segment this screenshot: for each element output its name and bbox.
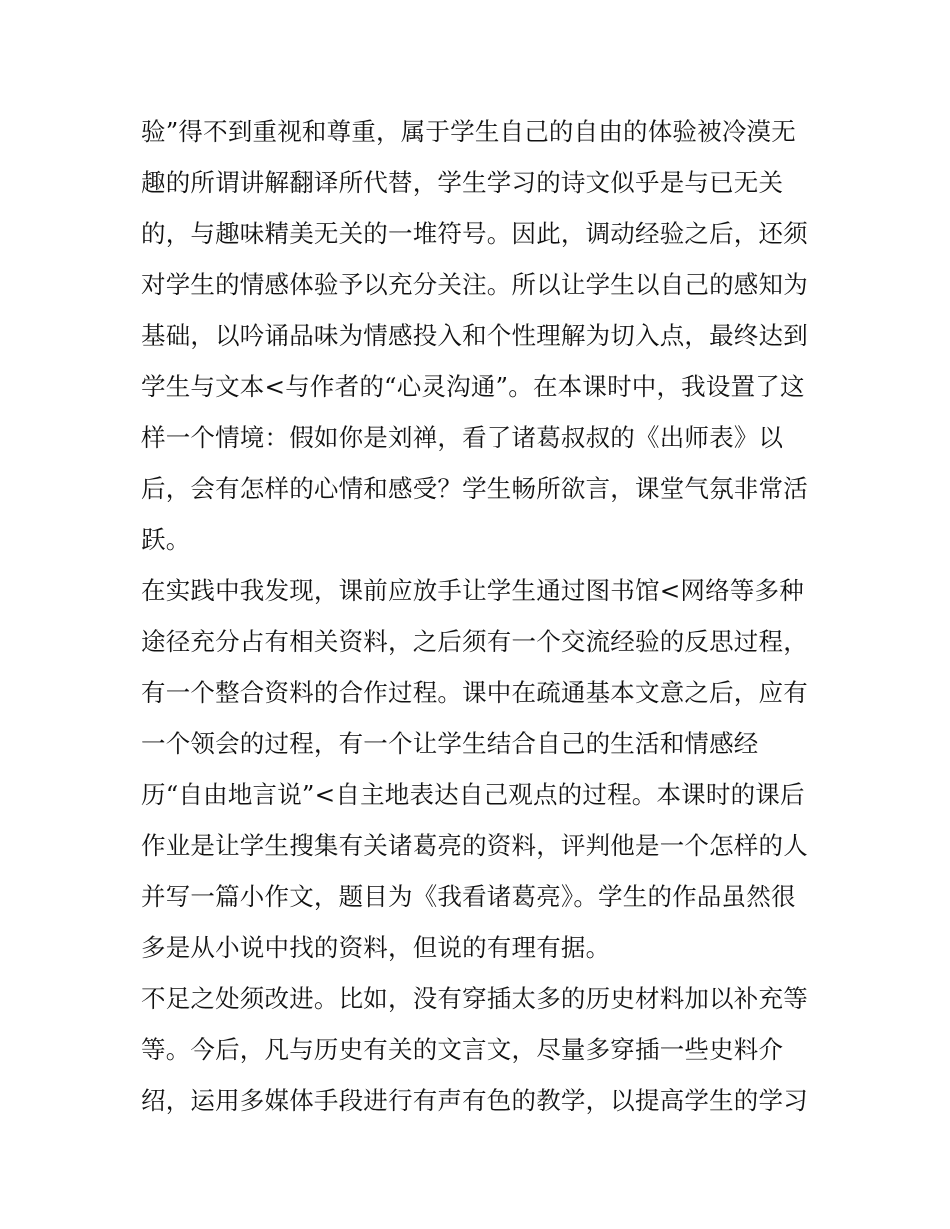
text-line: 作业是让学生搜集有关诸葛亮的资料，评判他是一个怎样的人 bbox=[141, 831, 808, 860]
text-line: 不足之处须改进。比如，没有穿插太多的历史材料加以补充等 bbox=[141, 984, 808, 1013]
text-line: 趣的所谓讲解翻译所代替，学生学习的诗文似乎是与已无关 bbox=[141, 168, 784, 197]
text-line: 的，与趣味精美无关的一堆符号。因此，调动经验之后，还须 bbox=[141, 219, 808, 248]
text-line: 有一个整合资料的合作过程。课中在疏通基本文意之后，应有 bbox=[141, 678, 808, 707]
text-line: 对学生的情感体验予以充分关注。所以让学生以自己的感知为 bbox=[141, 270, 808, 299]
text-line: 并写一篇小作文，题目为《我看诸葛亮》。学生的作品虽然很 bbox=[141, 882, 796, 911]
text-line: 跃。 bbox=[141, 525, 191, 554]
document-body bbox=[141, 106, 821, 1126]
text-line: 基础，以吟诵品味为情感投入和个性理解为切入点，最终达到 bbox=[141, 321, 808, 350]
text-line: 途径充分占有相关资料，之后须有一个交流经验的反思过程， bbox=[141, 627, 808, 656]
text-line: 样一个情境：假如你是刘禅，看了诸葛叔叔的《出师表》以 bbox=[141, 423, 784, 452]
text-line: 验”得不到重视和尊重，属于学生自己的自由的体验被冷漠无 bbox=[141, 117, 796, 146]
text-line: 一个领会的过程，有一个让学生结合自己的生活和情感经 bbox=[141, 729, 759, 758]
text-line: 等。今后，凡与历史有关的文言文，尽量多穿插一些史料介 bbox=[141, 1035, 784, 1064]
text-line: 绍，运用多媒体手段进行有声有色的教学，以提高学生的学习 bbox=[141, 1086, 808, 1115]
text-line: 学生与文本<与作者的“心灵沟通”。在本课时中，我设置了这 bbox=[141, 372, 805, 401]
text-line: 在实践中我发现，课前应放手让学生通过图书馆<网络等多种 bbox=[141, 576, 804, 605]
text-line: 多是从小说中找的资料，但说的有理有据。 bbox=[141, 933, 611, 962]
text-line: 后，会有怎样的心情和感受？学生畅所欲言，课堂气氛非常活 bbox=[141, 474, 808, 503]
text-line: 历“自由地言说”<自主地表达自己观点的过程。本课时的课后 bbox=[141, 780, 805, 809]
